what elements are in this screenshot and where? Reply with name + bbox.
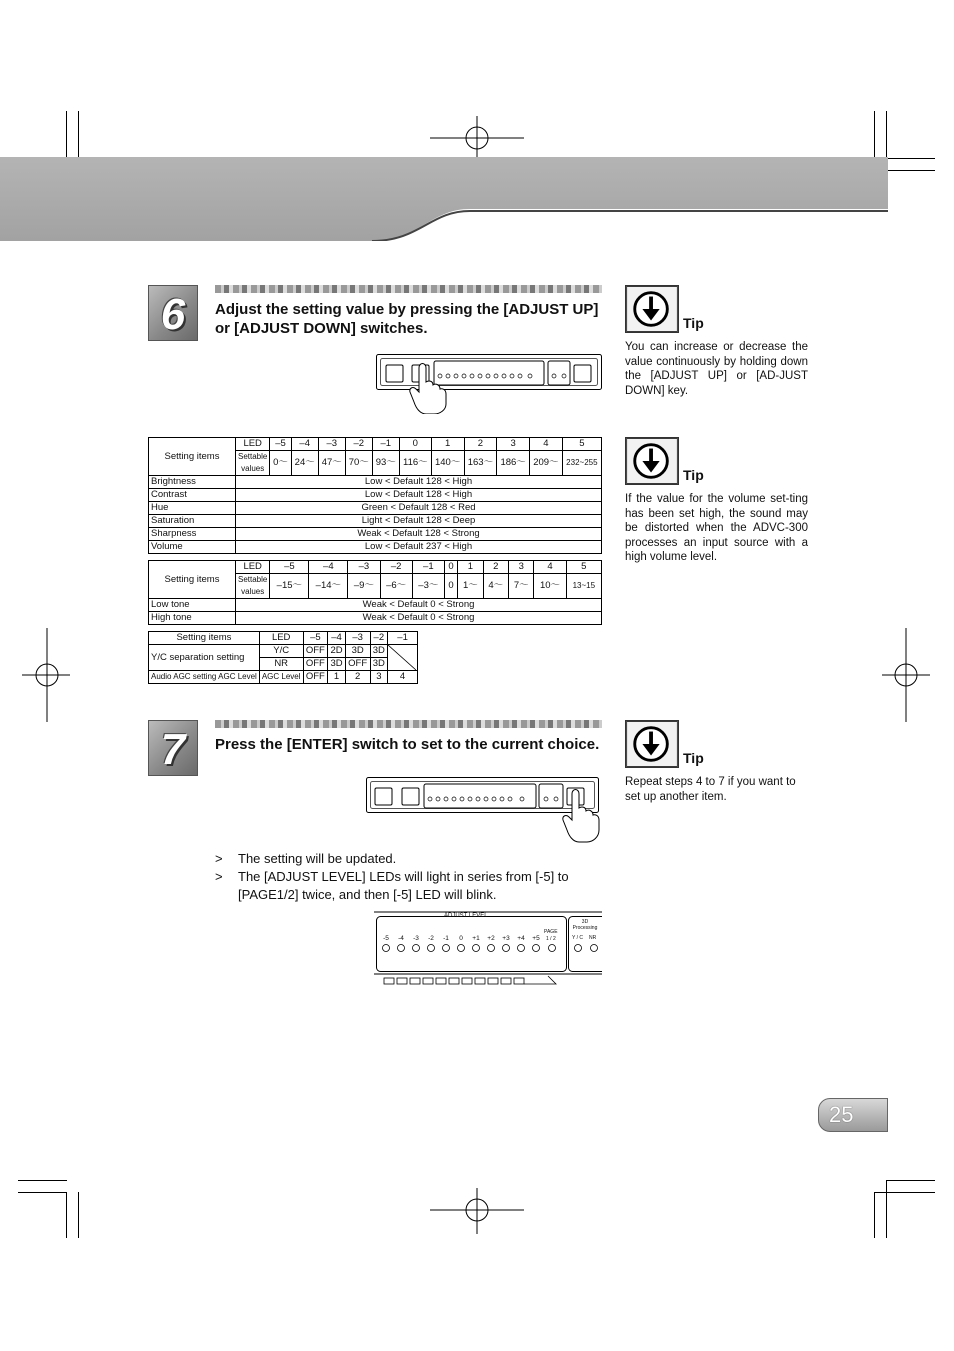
value-cell: 10～ [534,574,566,599]
led-label: -5 [383,935,389,942]
crop-mark [18,1192,67,1193]
tip-label: Tip [683,467,704,483]
led-header: 5 [566,561,601,574]
led-header: –5 [303,632,328,645]
value-cell: 1 [328,671,346,684]
row-item: Hue [149,502,236,515]
led-header: 4 [530,438,563,451]
table-row [149,599,602,612]
led-label: -4 [398,935,404,942]
led-label: +1 [472,935,480,942]
table-row [149,612,602,625]
settable-label: Settable values [236,451,270,476]
registration-target-icon [882,628,930,722]
settable-label: Settable values [236,574,270,599]
step-number: 6 [160,290,186,339]
tip-icon [625,285,679,333]
led-header: –1 [372,438,399,451]
row-sub: Y/C [259,645,303,658]
crop-mark [66,1192,67,1238]
tip-text: Repeat steps 4 to 7 if you want to set up another item. [625,776,796,803]
led-header: –1 [388,632,418,645]
value-cell: OFF [303,645,328,658]
row-item: High tone [149,612,236,625]
page-number-badge [818,1098,888,1132]
crop-mark [886,1180,935,1181]
value-cell: 116～ [399,451,431,476]
result-text: The [ADJUST LEVEL] LEDs will light in series from [-5] to [PAGE1/2] twice, and then [-5] LED will blink. [238,869,569,902]
step-divider-strip [215,720,602,728]
led-label: -2 [428,935,434,942]
step-number-badge [148,720,198,776]
settings-table-tone [148,560,602,625]
led-label: +5 [532,935,540,942]
crop-mark [78,111,79,159]
step-number: 7 [160,725,186,774]
row-desc: Low < Default 237 < High [236,541,602,554]
led-header: 4 [534,561,566,574]
tip-icon [625,720,679,768]
value-cell: 24～ [291,451,318,476]
value-cell: 3D [370,658,388,671]
row-desc: Low < Default 128 < High [236,476,602,489]
tip-text: You can increase or decrease the value continuously by holding down the [ADJUST UP] or [AD-JUST DOWN] key. [625,341,808,397]
row-desc: Weak < Default 0 < Strong [236,599,602,612]
row-desc: Light < Default 128 < Deep [236,515,602,528]
led-header: 3 [509,561,534,574]
led-header: 1 [458,561,483,574]
settings-table-separation [148,631,418,684]
led-header: 0 [444,561,457,574]
value-cell: 7～ [509,574,534,599]
panel-frame [374,908,602,988]
led-header: –2 [345,438,372,451]
adjust-level-panel [374,908,602,988]
led-header: –5 [270,561,309,574]
led-header: –3 [318,438,345,451]
led-header: –1 [412,561,444,574]
crop-mark [874,111,875,159]
led-label: LED [236,561,270,574]
value-cell: –6～ [380,574,412,599]
table-row [149,476,602,489]
led-label: LED [259,632,303,645]
led-header: –5 [270,438,291,451]
row-desc: Weak < Default 0 < Strong [236,612,602,625]
value-cell: 2D [328,645,346,658]
crop-mark [874,1192,875,1238]
result-text: The setting will be updated. [238,851,397,866]
value-cell: 93～ [372,451,399,476]
value-cell: 0～ [270,451,291,476]
panel-title: ADJUST LEVEL [444,913,488,919]
step-divider-strip [215,285,602,293]
value-cell: 3D [328,658,346,671]
value-cell: 163～ [464,451,497,476]
crop-mark [18,1180,67,1181]
value-cell: OFF [303,658,328,671]
led-header: 2 [464,438,497,451]
value-cell: 4～ [483,574,508,599]
value-cell: 140～ [431,451,464,476]
crop-mark [886,1180,887,1238]
value-cell: 3 [370,671,388,684]
row-item: Low tone [149,599,236,612]
table-row [149,502,602,515]
value-cell: OFF [345,658,370,671]
led-label: +2 [487,935,495,942]
value-cell: 4 [388,671,418,684]
table-row [149,489,602,502]
front-panel-illustration [366,776,602,844]
led-header: –3 [348,561,380,574]
led-label: +4 [517,935,525,942]
value-cell: OFF [303,671,328,684]
row-item: Saturation [149,515,236,528]
row-item: Sharpness [149,528,236,541]
crop-mark [886,111,887,159]
crop-mark [886,170,935,171]
value-cell: –14～ [309,574,348,599]
table-row [149,528,602,541]
row-sub: AGC Level [259,671,303,684]
led-header: –4 [309,561,348,574]
tip-text: If the value for the volume set-ting has been set high, the sound may be distorted when the ADVC-300 processes an input source with a high volume level. [625,493,808,563]
led-label: 0 [459,935,463,942]
empty-cell [388,645,418,671]
tip-label: Tip [683,750,704,766]
page-label: PAGE [544,929,558,935]
registration-target-icon [430,116,524,162]
led-label: -1 [443,935,449,942]
led-header: –2 [370,632,388,645]
registration-target-icon [22,628,70,722]
result-marker: > [215,869,223,884]
led-header: –3 [345,632,370,645]
crop-mark [886,158,935,159]
value-cell: 3D [370,645,388,658]
step-number-badge [148,285,198,341]
table-row [149,515,602,528]
table-corner: Setting items [149,561,236,599]
led-header: 3 [497,438,530,451]
led-header: 5 [562,438,601,451]
row-desc: Low < Default 128 < High [236,489,602,502]
settings-table-video [148,437,602,554]
step-title: Press the [ENTER] switch to set to the current choice. [215,736,600,753]
row-item: Brightness [149,476,236,489]
row-item: Audio AGC setting AGC Level [149,671,260,684]
table-corner: Setting items [149,438,236,476]
front-panel-illustration [376,352,603,414]
result-item [215,850,605,868]
processing-yc: Y / C [572,935,584,941]
value-cell: 3D [345,645,370,658]
processing-nr: NR [589,935,597,941]
led-label: +3 [502,935,510,942]
value-cell: –3～ [412,574,444,599]
value-cell: –9～ [348,574,380,599]
row-item: Y/C separation setting [149,645,260,671]
led-header: –4 [291,438,318,451]
tip-icon [625,437,679,485]
step-title-line: Adjust the setting value by pressing the [ADJUST UP] [215,301,599,318]
led-label: LED [236,438,270,451]
result-marker: > [215,851,223,866]
table-corner: Setting items [149,632,260,645]
value-cell: 232~255 [562,451,601,476]
header-band [0,157,888,241]
row-item: Contrast [149,489,236,502]
page-number: 25 [829,1102,854,1127]
value-cell: 13~15 [566,574,601,599]
value-cell: 209～ [530,451,563,476]
row-sub: NR [259,658,303,671]
led-header: –2 [380,561,412,574]
value-cell: 186～ [497,451,530,476]
value-cell: 1～ [458,574,483,599]
led-header: 1 [431,438,464,451]
tip-label: Tip [683,315,704,331]
step-title [215,300,615,338]
result-item [215,868,605,903]
row-item: Volume [149,541,236,554]
value-cell: 70～ [345,451,372,476]
led-header: 0 [399,438,431,451]
step-title-line: or [ADJUST DOWN] switches. [215,320,428,337]
crop-mark [78,1192,79,1238]
led-label: -3 [413,935,419,942]
table-row [149,541,602,554]
crop-mark [874,1192,935,1193]
value-cell: 2 [345,671,370,684]
led-header: –4 [328,632,346,645]
page-sub-label: 1 / 2 [546,936,556,942]
registration-target-icon [430,1188,524,1234]
crop-mark [66,111,67,159]
led-header: 2 [483,561,508,574]
diagonal-slash [388,645,416,670]
value-cell: –15～ [270,574,309,599]
value-cell: 47～ [318,451,345,476]
value-cell: 0 [444,574,457,599]
row-desc: Weak < Default 128 < Strong [236,528,602,541]
processing-title: 3D Processing [572,919,598,931]
row-desc: Green < Default 128 < Red [236,502,602,515]
